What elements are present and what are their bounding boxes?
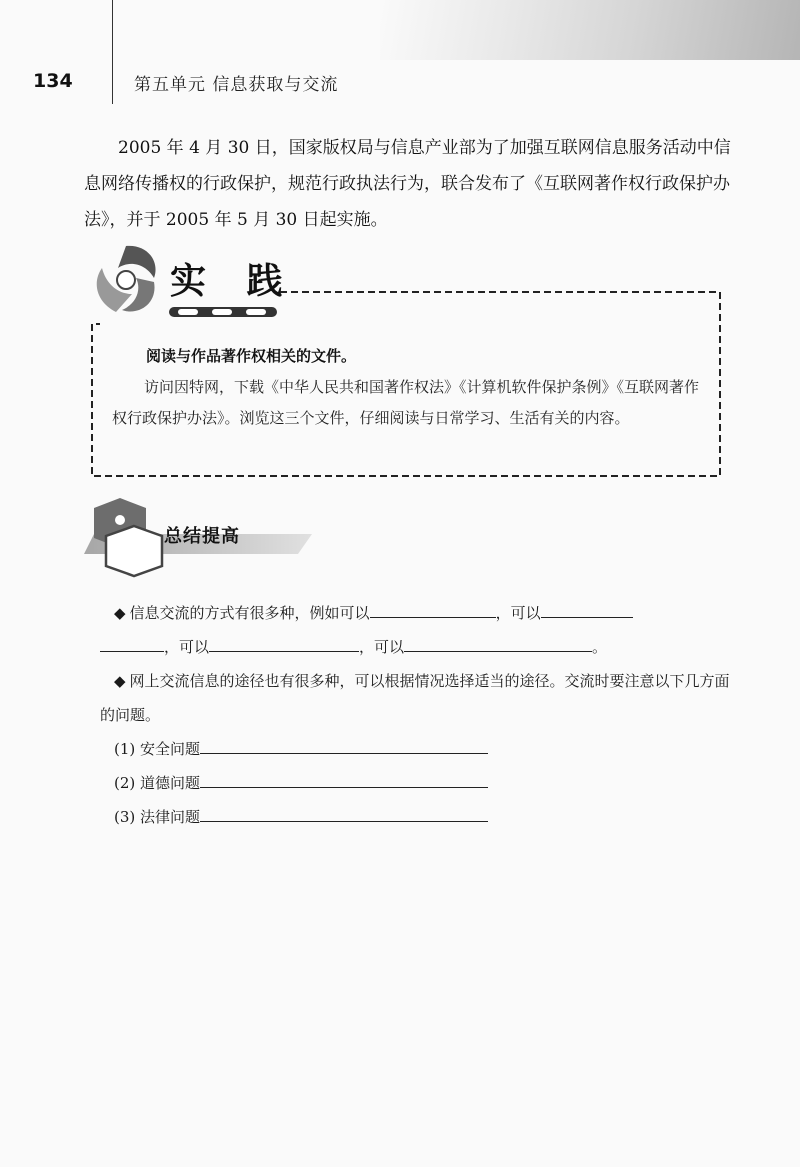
question-1-end: 。 (592, 638, 608, 656)
summary-body (100, 596, 740, 834)
item-label: (1) 安全问题 (114, 740, 201, 758)
question-1-line-1 (114, 596, 740, 630)
answer-blank[interactable] (209, 633, 359, 652)
practice-body: 访问因特网，下载《中华人民共和国著作权法》《计算机软件保护条例》《互联网著作权行政保护办法》。浏览这三个文件，仔细阅读与日常学习、生活有关的内容。 (112, 378, 700, 427)
header-decoration (380, 0, 800, 60)
item-row (114, 800, 740, 834)
question-2-text: 网上交流信息的途径也有很多种，可以根据情况选择适当的途径。交流时要注意以下几方面的问题。 (100, 672, 730, 724)
answer-blank[interactable] (541, 599, 633, 618)
intro-paragraph: 2005 年 4 月 30 日，国家版权局与信息产业部为了加强互联网信息服务活动中信息网络传播权的行政保护，规范行政执法行为，联合发布了《互联网著作权行政保护办法》，并于 2005 年 5 月 30 日起实施。 (84, 138, 731, 230)
practice-title: 实 践 (170, 260, 297, 302)
answer-blank[interactable] (404, 633, 592, 652)
bullet-diamond-icon: ◆ (114, 672, 126, 690)
answer-blank[interactable] (200, 803, 488, 822)
question-1-text: 信息交流的方式有很多种，例如可以 (129, 604, 370, 622)
practice-heading: 阅读与作品著作权相关的文件。 (146, 347, 357, 365)
question-1-sep: ，可以 (359, 638, 405, 656)
header-divider (112, 0, 113, 104)
answer-blank[interactable] (100, 633, 164, 652)
answer-blank[interactable] (200, 769, 488, 788)
item-label: (2) 道德问题 (114, 774, 201, 792)
answer-blank[interactable] (200, 735, 488, 754)
question-2 (100, 664, 740, 732)
bullet-diamond-icon: ◆ (114, 604, 126, 622)
item-row (114, 732, 740, 766)
question-1-sep: ，可以 (495, 604, 541, 622)
chapter-title: 第五单元 信息获取与交流 (134, 75, 339, 95)
question-1-line-2 (100, 630, 740, 664)
item-row (114, 766, 740, 800)
page-number: 134 (33, 70, 73, 92)
item-label: (3) 法律问题 (114, 808, 201, 826)
question-1-sep: ，可以 (164, 638, 210, 656)
summary-title: 总结提高 (164, 526, 240, 547)
answer-blank[interactable] (370, 599, 496, 618)
